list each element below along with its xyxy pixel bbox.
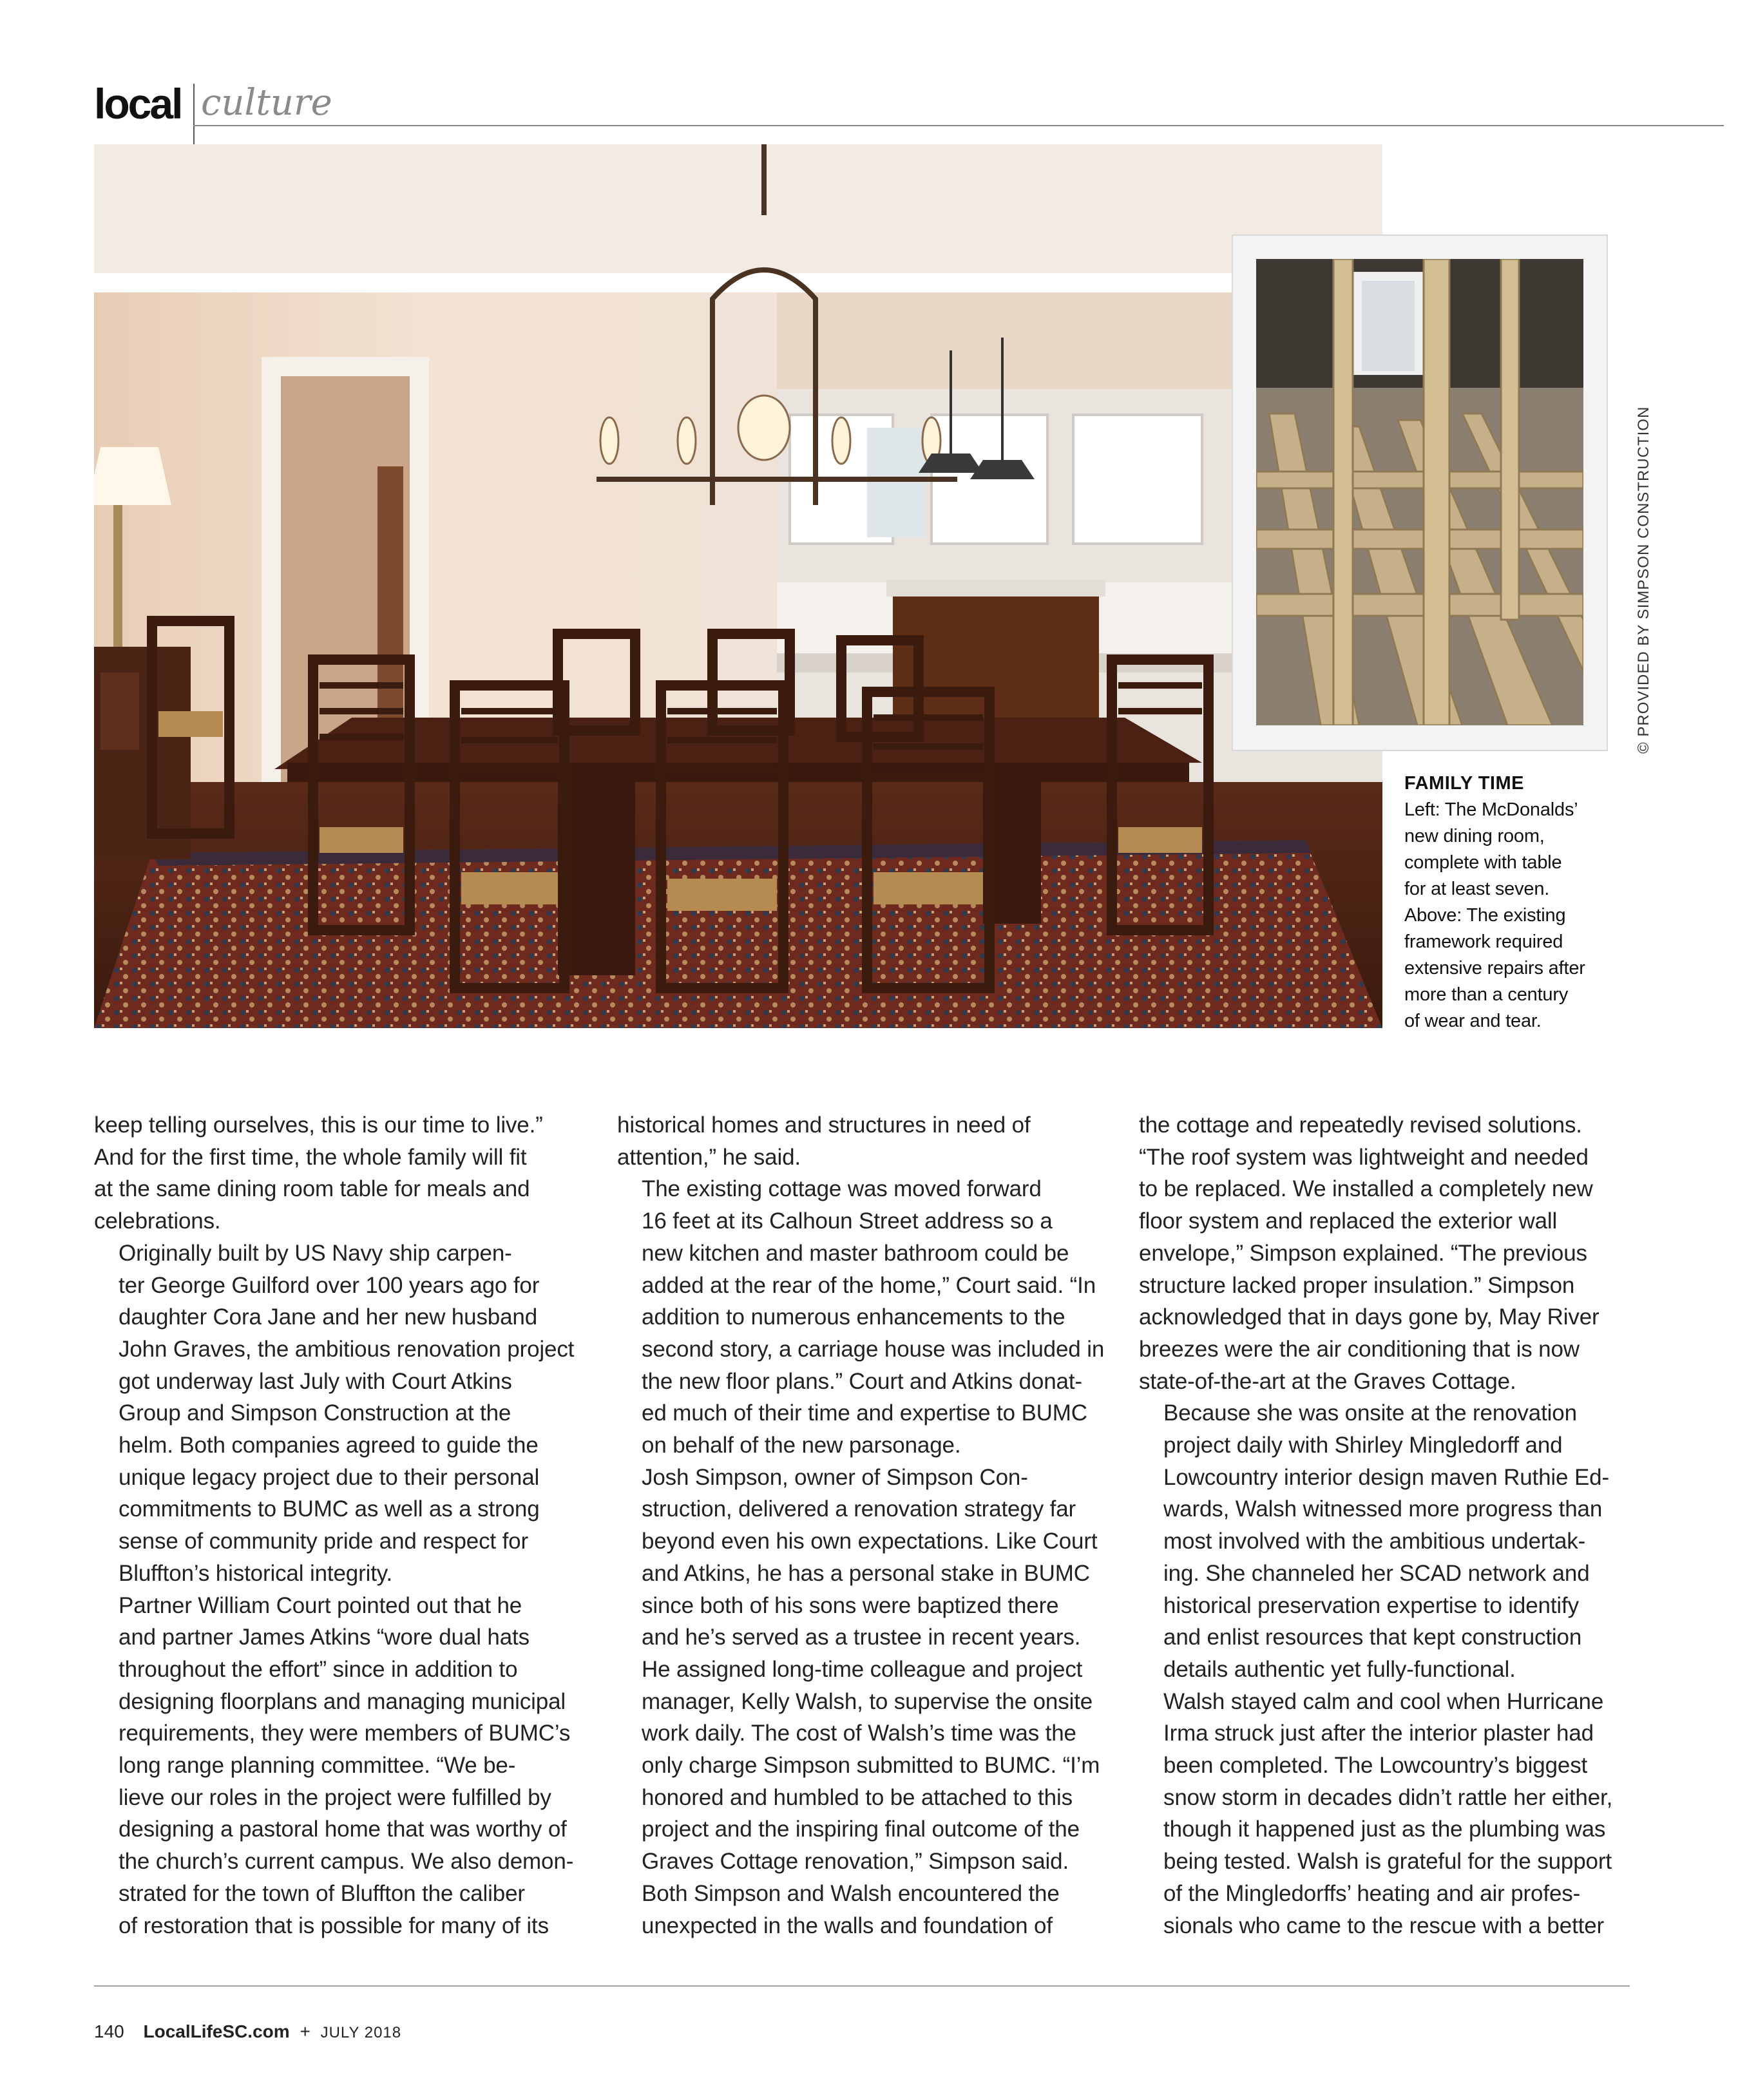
text-line: throughout the effort” since in addition to — [119, 1656, 518, 1682]
text-line: Graves Cottage renovation,” Simpson said. — [642, 1849, 1069, 1875]
text-line: being tested. Walsh is grateful for the support — [1163, 1849, 1612, 1875]
text-line: Bluffton’s historical integrity. — [119, 1560, 393, 1586]
caption-body — [1404, 797, 1617, 1035]
text-line: ter George Guilford over 100 years ago for — [119, 1272, 540, 1298]
text-line: and Atkins, he has a personal stake in BUMC — [642, 1560, 1090, 1586]
text-line: and partner James Atkins “wore dual hats — [119, 1625, 530, 1650]
article-paragraph — [1139, 1109, 1623, 1397]
text-line: celebrations. — [94, 1208, 221, 1234]
text-line: Originally built by US Navy ship carpen- — [119, 1240, 512, 1266]
photo-credit: © PROVIDED BY SIMPSON CONSTRUCTION — [1635, 406, 1652, 754]
article-column-1 — [94, 1109, 578, 1942]
framework-inset-photo — [1233, 236, 1607, 750]
text-line: got underway last July with Court Atkins — [119, 1368, 512, 1394]
text-line: though it happened just as the plumbing was — [1163, 1817, 1606, 1842]
caption-line: Left: The McDonalds’ — [1404, 799, 1578, 820]
article-paragraph — [1139, 1397, 1623, 1685]
text-line: Josh Simpson, owner of Simpson Con- — [642, 1464, 1028, 1490]
text-line: unexpected in the walls and foundation of — [642, 1913, 1053, 1938]
text-line: lieve our roles in the project were fulfilled by — [119, 1784, 551, 1810]
article-paragraph — [617, 1173, 1105, 1461]
site-link[interactable]: LocalLifeSC.com — [143, 2021, 290, 2041]
text-line: Partner William Court pointed out that he — [119, 1592, 522, 1618]
text-line: Walsh stayed calm and cool when Hurricane — [1163, 1688, 1604, 1714]
text-line: the church’s current campus. We also demon- — [119, 1849, 574, 1875]
text-line: attention,” he said. — [617, 1144, 801, 1170]
article-column-3 — [1139, 1109, 1623, 1942]
text-line: and enlist resources that kept construction — [1163, 1625, 1582, 1650]
article-paragraph — [617, 1109, 1102, 1173]
caption-line: complete with table — [1404, 852, 1562, 873]
section-title: local — [94, 80, 182, 128]
photo-caption — [1404, 770, 1617, 1035]
text-line: Group and Simpson Construction at the — [119, 1400, 511, 1426]
text-line: struction, delivered a renovation strategy far — [642, 1496, 1076, 1522]
article-paragraph — [617, 1462, 1102, 1878]
text-line: 16 feet at its Calhoun Street address so a — [642, 1208, 1053, 1234]
article-paragraph — [94, 1590, 578, 1942]
caption-line: extensive repairs after — [1404, 958, 1585, 978]
article-column-2 — [617, 1109, 1105, 1942]
caption-line: of wear and tear. — [1404, 1011, 1542, 1031]
text-line: And for the first time, the whole family will fit — [94, 1144, 527, 1170]
text-line: He assigned long-time colleague and project — [642, 1656, 1083, 1682]
caption-line: Above: The existing — [1404, 905, 1566, 926]
text-line: details authentic yet fully-functional. — [1163, 1656, 1516, 1682]
text-line: Because she was onsite at the renovation — [1163, 1400, 1577, 1426]
text-line: acknowledged that in days gone by, May River — [1139, 1304, 1600, 1330]
text-line: designing floorplans and managing municipal — [119, 1688, 566, 1714]
caption-line: for at least seven. — [1404, 879, 1550, 899]
page-footer — [94, 2023, 401, 2041]
text-line: the cottage and repeatedly revised solutions. — [1139, 1112, 1582, 1138]
text-line: envelope,” Simpson explained. “The previous — [1139, 1240, 1587, 1266]
text-line: on behalf of the new parsonage. — [642, 1433, 961, 1458]
caption-line: framework required — [1404, 931, 1563, 952]
text-line: daughter Cora Jane and her new husband — [119, 1304, 538, 1330]
article-paragraph — [94, 1109, 578, 1237]
text-line: state-of-the-art at the Graves Cottage. — [1139, 1368, 1516, 1394]
text-line: manager, Kelly Walsh, to supervise the onsite — [642, 1688, 1093, 1714]
text-line: unique legacy project due to their personal — [119, 1464, 540, 1490]
header-rule — [193, 125, 1724, 126]
text-line: structure lacked proper insulation.” Simpson — [1139, 1272, 1575, 1298]
text-line: of the Mingledorffs’ heating and air profes- — [1163, 1880, 1581, 1906]
article-paragraph — [1139, 1686, 1623, 1942]
text-line: sionals who came to the rescue with a better — [1163, 1913, 1605, 1938]
text-line: added at the rear of the home,” Court said. “In — [642, 1272, 1096, 1298]
dining-room-photo — [94, 144, 1382, 1028]
text-line: keep telling ourselves, this is our time to live.” — [94, 1112, 543, 1138]
issue-date: JULY 2018 — [320, 2024, 402, 2041]
text-line: helm. Both companies agreed to guide the — [119, 1433, 539, 1458]
text-line: most involved with the ambitious undertak- — [1163, 1529, 1586, 1554]
footer-rule — [94, 1985, 1630, 1987]
text-line: honored and humbled to be attached to this — [642, 1784, 1073, 1810]
caption-title: FAMILY TIME — [1404, 773, 1524, 794]
text-line: Irma struck just after the interior plaster had — [1163, 1721, 1594, 1746]
text-line: floor system and replaced the exterior wall — [1139, 1208, 1558, 1234]
text-line: of restoration that is possible for many of its — [119, 1913, 549, 1938]
text-line: to be replaced. We installed a completely new — [1139, 1176, 1593, 1202]
text-line: beyond even his own expectations. Like Court — [642, 1529, 1098, 1554]
subsection-title: culture — [201, 82, 332, 124]
text-line: designing a pastoral home that was worthy of — [119, 1817, 567, 1842]
text-line: new kitchen and master bathroom could be — [642, 1240, 1069, 1266]
text-line: at the same dining room table for meals and — [94, 1176, 530, 1202]
footer-separator: + — [300, 2021, 310, 2041]
text-line: long range planning committee. “We be- — [119, 1753, 516, 1779]
page-number: 140 — [94, 2021, 124, 2041]
text-line: been completed. The Lowcountry’s biggest — [1163, 1753, 1588, 1779]
text-line: breezes were the air conditioning that is now — [1139, 1336, 1580, 1362]
text-line: second story, a carriage house was included in — [642, 1336, 1105, 1362]
text-line: addition to numerous enhancements to the — [642, 1304, 1065, 1330]
article-paragraph — [617, 1878, 1102, 1942]
text-line: wards, Walsh witnessed more progress than — [1163, 1496, 1603, 1522]
text-line: The existing cottage was moved forward — [642, 1176, 1042, 1202]
text-line: commitments to BUMC as well as a strong — [119, 1496, 540, 1522]
text-line: requirements, they were members of BUMC’s — [119, 1721, 571, 1746]
text-line: Lowcountry interior design maven Ruthie Ed- — [1163, 1464, 1609, 1490]
text-line: strated for the town of Bluffton the caliber — [119, 1880, 525, 1906]
text-line: historical homes and structures in need of — [617, 1112, 1031, 1138]
text-line: sense of community pride and respect for — [119, 1529, 528, 1554]
text-line: and he’s served as a trustee in recent years. — [642, 1625, 1081, 1650]
caption-line: new dining room, — [1404, 826, 1545, 846]
text-line: only charge Simpson submitted to BUMC. “I’m — [642, 1753, 1100, 1779]
text-line: “The roof system was lightweight and needed — [1139, 1144, 1589, 1170]
text-line: ing. She channeled her SCAD network and — [1163, 1560, 1590, 1586]
text-line: since both of his sons were baptized there — [642, 1592, 1059, 1618]
text-line: snow storm in decades didn’t rattle her either, — [1163, 1784, 1613, 1810]
text-line: project daily with Shirley Mingledorff and — [1163, 1433, 1563, 1458]
text-line: the new floor plans.” Court and Atkins donat- — [642, 1368, 1082, 1394]
article-paragraph — [94, 1237, 578, 1590]
caption-line: more than a century — [1404, 984, 1569, 1005]
text-line: work daily. The cost of Walsh’s time was the — [642, 1721, 1076, 1746]
text-line: ed much of their time and expertise to BUMC — [642, 1400, 1087, 1426]
text-line: project and the inspiring final outcome of the — [642, 1817, 1080, 1842]
text-line: John Graves, the ambitious renovation project — [119, 1336, 575, 1362]
text-line: historical preservation expertise to identify — [1163, 1592, 1579, 1618]
text-line: Both Simpson and Walsh encountered the — [642, 1880, 1060, 1906]
